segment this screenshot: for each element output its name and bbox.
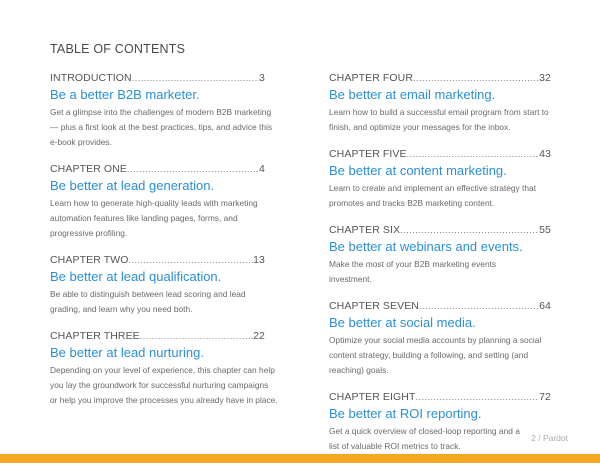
toc-entry-page-number: 3 [259,72,265,84]
toc-entry-heading: CHAPTER FOUR [329,72,414,84]
toc-entry-heading-row [50,163,265,176]
toc-entry-description: Learn to create and implement an effective strategy that promotes and tracks B2B marketing content. [329,183,537,208]
toc-entry[interactable] [50,163,265,241]
toc-entry-description: Get a glimpse into the challenges of modern B2B marketing — plus a first look at the best practices, tips, and advice this e-book provides. [50,107,273,147]
toc-entry[interactable] [50,72,273,150]
toc-title: TABLE OF CONTENTS [50,42,186,56]
toc-entry[interactable] [329,300,551,378]
toc-entry-subtitle: Be better at email marketing. [329,87,496,102]
toc-entry-subtitle: Be better at lead qualification. [50,269,222,284]
toc-entry-heading: CHAPTER FIVE [329,148,407,160]
toc-entry[interactable] [329,148,551,211]
toc-entry[interactable] [50,254,265,317]
toc-entry-heading: CHAPTER TWO [50,254,129,266]
toc-entry-leader-dots [132,72,259,85]
toc-entry-heading-row [50,330,265,343]
toc-entry-page-number: 22 [253,330,265,342]
toc-entry-page-number: 43 [539,148,551,160]
toc-entry-leader-dots [127,163,259,176]
toc-entry-heading-row [329,300,551,313]
toc-entry-heading: INTRODUCTION [50,72,132,84]
toc-entry-subtitle: Be better at content marketing. [329,163,507,178]
page-footer-label: 2 / Pardot [531,433,568,443]
toc-entry-heading-row [50,72,265,85]
toc-entry-description: Make the most of your B2B marketing events investment. [329,259,497,284]
toc-entry-subtitle: Be better at ROI reporting. [329,406,482,421]
toc-entry-leader-dots [400,224,539,237]
toc-entry-leader-dots [415,391,539,404]
toc-entry-page-number: 4 [259,163,265,175]
toc-entry-leader-dots [407,148,539,161]
toc-entry-heading-row [329,148,551,161]
toc-entry-description: Learn how to generate high-quality leads with marketing automation features like landing pages, forms, and progressive profiling. [50,198,258,238]
toc-entry-description: Learn how to build a successful email program from start to finish, and optimize your messages for the inbox. [329,107,549,132]
toc-entry-subtitle: Be better at lead generation. [50,178,215,193]
bottom-accent-bar [0,454,600,463]
toc-entry-leader-dots [419,300,539,313]
toc-entry-page-number: 32 [539,72,551,84]
toc-entry-heading: CHAPTER SEVEN [329,300,419,312]
toc-left-column [50,72,282,421]
toc-entry-heading-row [329,391,551,404]
toc-entry[interactable] [50,330,278,408]
toc-entry-subtitle: Be better at social media. [329,315,476,330]
toc-entry-subtitle: Be better at lead nurturing. [50,345,204,360]
toc-entry-subtitle: Be better at webinars and events. [329,239,523,254]
toc-entry-description: Get a quick overview of closed-loop reporting and a list of valuable ROI metrics to track. [329,426,520,451]
toc-entry[interactable] [329,391,551,454]
toc-entry-heading: CHAPTER EIGHT [329,391,416,403]
toc-entry[interactable] [329,224,551,287]
toc-entry[interactable] [329,72,551,135]
toc-entry-page-number: 55 [539,224,551,236]
toc-entry-heading: CHAPTER SIX [329,224,401,236]
toc-entry-leader-dots [129,254,254,267]
toc-entry-description: Optimize your social media accounts by planning a social content strategy, building a following, and setting (and reaching) goals. [329,335,542,375]
toc-entry-description: Depending on your level of experience, this chapter can help you lay the groundwork for successful nurturing campaigns or help you improve the processes you already have in place. [50,365,278,405]
toc-entry-heading-row [50,254,265,267]
toc-entry-leader-dots [413,72,539,85]
toc-entry-subtitle: Be a better B2B marketer. [50,87,200,102]
toc-entry-heading-row [329,72,551,85]
toc-right-column [329,72,561,467]
toc-entry-description: Be able to distinguish between lead scoring and lead grading, and learn why you need both. [50,289,246,314]
toc-entry-heading: CHAPTER THREE [50,330,140,342]
toc-entry-page-number: 13 [253,254,265,266]
toc-entry-page-number: 64 [539,300,551,312]
toc-entry-page-number: 72 [539,391,551,403]
toc-entry-heading-row [329,224,551,237]
toc-entry-leader-dots [140,330,253,343]
toc-entry-heading: CHAPTER ONE [50,163,127,175]
